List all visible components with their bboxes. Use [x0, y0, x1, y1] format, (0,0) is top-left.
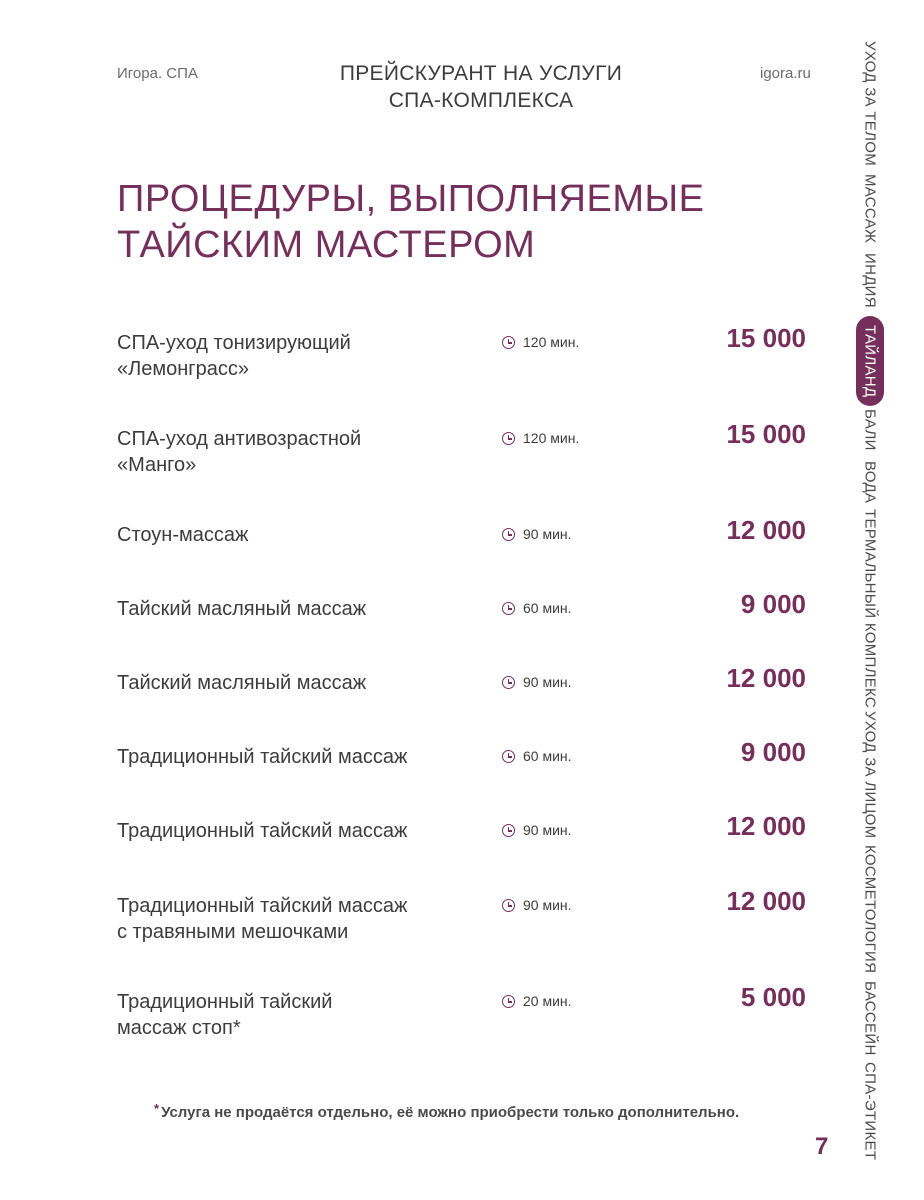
clock-icon — [502, 336, 515, 349]
service-duration: 60 мин. — [502, 600, 572, 616]
service-name: СПА-уход антивозрастной «Манго» — [117, 428, 362, 476]
nav-tab-body-care[interactable]: УХОД ЗА ТЕЛОМ — [861, 41, 879, 167]
service-price: 9 000 — [740, 589, 806, 619]
service-name: Традиционный тайский массаж с травяными мешочками — [117, 895, 408, 943]
service-duration: 90 мин. — [502, 897, 572, 913]
service-name: Традиционный тайский массаж стоп* — [117, 991, 333, 1039]
nav-tab-face-care[interactable]: УХОД ЗА ЛИЦОМ — [861, 711, 879, 839]
clock-icon — [502, 676, 515, 689]
service-price: 15 000 — [726, 323, 806, 353]
service-price: 9 000 — [740, 737, 806, 767]
section-title-line-2: ТАЙСКИМ МАСТЕРОМ — [117, 224, 536, 266]
clock-icon — [502, 824, 515, 837]
service-price: 5 000 — [740, 982, 806, 1012]
page-number: 7 — [815, 1133, 829, 1160]
service-price: 12 000 — [726, 663, 806, 693]
service-price: 12 000 — [726, 811, 806, 841]
service-price: 15 000 — [726, 419, 806, 449]
nav-tab-cosmetology[interactable]: КОСМЕТОЛОГИЯ — [861, 844, 879, 974]
document-title-line-1: ПРЕЙСКУРАНТ НА УСЛУГИ — [339, 62, 623, 85]
service-duration: 90 мин. — [502, 526, 572, 542]
service-name: Стоун-массаж — [117, 524, 249, 546]
section-nav — [852, 36, 888, 1166]
brand-name: Игора. СПА — [117, 65, 198, 82]
nav-tab-thailand[interactable]: ТАЙЛАНД — [856, 316, 884, 406]
service-name: СПА-уход тонизирующий «Лемонграсс» — [117, 332, 351, 380]
nav-tab-water[interactable]: ВОДА — [861, 460, 879, 504]
nav-tab-pool[interactable]: БАССЕЙН — [861, 980, 879, 1056]
service-duration: 90 мин. — [502, 674, 572, 690]
service-name: Традиционный тайский массаж — [117, 820, 408, 842]
service-name: Тайский масляный массаж — [117, 672, 367, 694]
service-duration: 120 мин. — [502, 334, 579, 350]
footnote-text: Услуга не продаётся отдельно, её можно приобрести только дополнительно. — [161, 1104, 740, 1121]
footnote-star: * — [154, 1101, 160, 1116]
clock-icon — [502, 899, 515, 912]
service-name: Тайский масляный массаж — [117, 598, 367, 620]
service-price: 12 000 — [726, 515, 806, 545]
website-link[interactable]: igora.ru — [760, 65, 811, 82]
nav-tab-thermal-complex[interactable]: ТЕРМАЛЬНЫЙ КОМПЛЕКС — [861, 509, 879, 709]
clock-icon — [502, 602, 515, 615]
document-title — [300, 60, 662, 114]
service-duration: 60 мин. — [502, 748, 572, 764]
footnote — [154, 1101, 740, 1121]
clock-icon — [502, 432, 515, 445]
service-price: 12 000 — [726, 886, 806, 916]
clock-icon — [502, 528, 515, 541]
service-duration: 120 мин. — [502, 430, 579, 446]
nav-tab-bali[interactable]: БАЛИ — [861, 409, 879, 451]
nav-tab-massage[interactable]: МАССАЖ — [861, 174, 879, 244]
service-name: Традиционный тайский массаж — [117, 746, 408, 768]
clock-icon — [502, 750, 515, 763]
nav-tab-india[interactable]: ИНДИЯ — [861, 252, 879, 308]
nav-tab-spa-etiquette[interactable]: СПА-ЭТИКЕТ — [861, 1061, 879, 1161]
service-duration: 90 мин. — [502, 822, 572, 838]
section-title-line-1: ПРОЦЕДУРЫ, ВЫПОЛНЯЕМЫЕ — [117, 178, 705, 220]
service-duration: 20 мин. — [502, 993, 572, 1009]
section-title — [117, 176, 704, 268]
clock-icon — [502, 995, 515, 1008]
document-title-line-2: СПА-КОМПЛЕКСА — [388, 89, 574, 112]
